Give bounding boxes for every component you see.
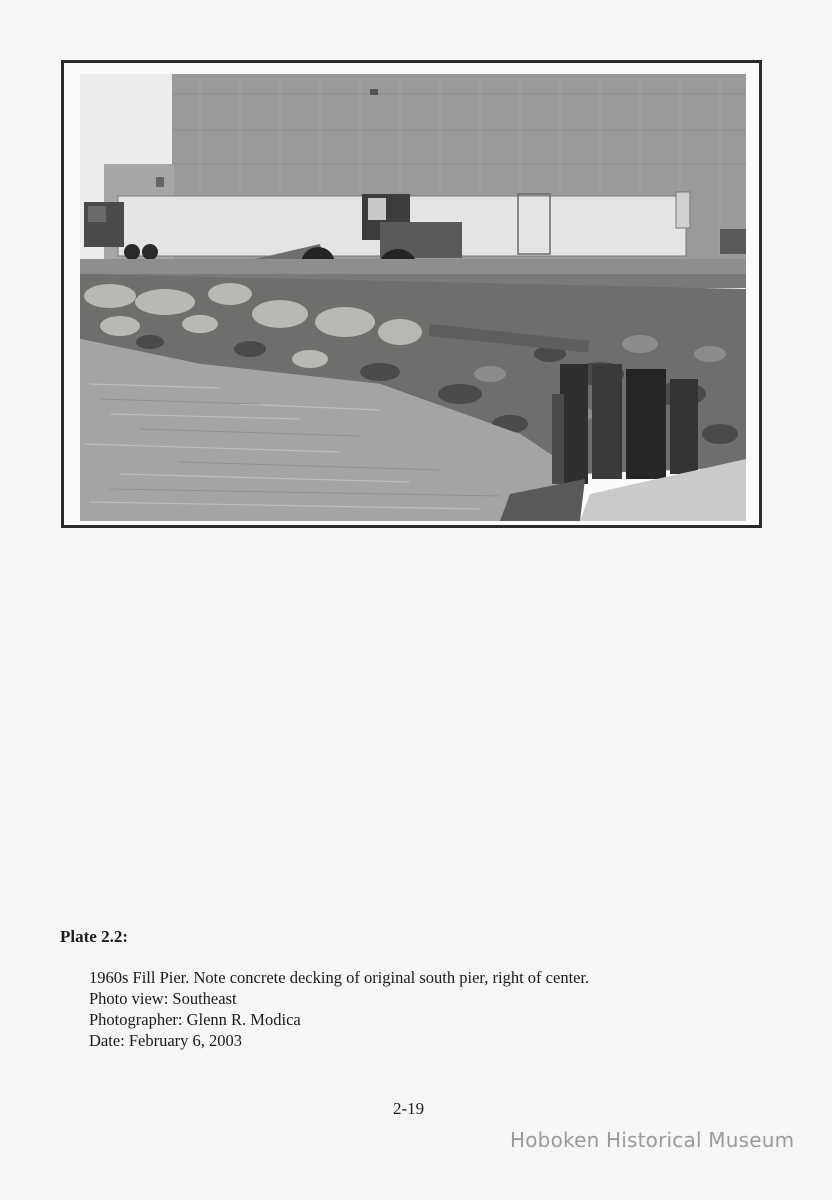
pier-photograph-image (80, 74, 746, 521)
photo-frame (61, 60, 762, 528)
caption-description: 1960s Fill Pier. Note concrete decking of original south pier, right of center. (89, 968, 590, 987)
caption-photographer: Photographer: Glenn R. Modica (89, 1010, 301, 1029)
caption-date: Date: February 6, 2003 (89, 1031, 243, 1050)
museum-watermark: Hoboken Historical Museum (510, 1128, 795, 1152)
photo-caption (89, 967, 589, 1051)
pier-photograph (80, 74, 746, 521)
caption-view: Photo view: Southeast (89, 989, 237, 1008)
plate-label: Plate 2.2: (60, 927, 128, 946)
page-number: 2-19 (393, 1099, 425, 1118)
